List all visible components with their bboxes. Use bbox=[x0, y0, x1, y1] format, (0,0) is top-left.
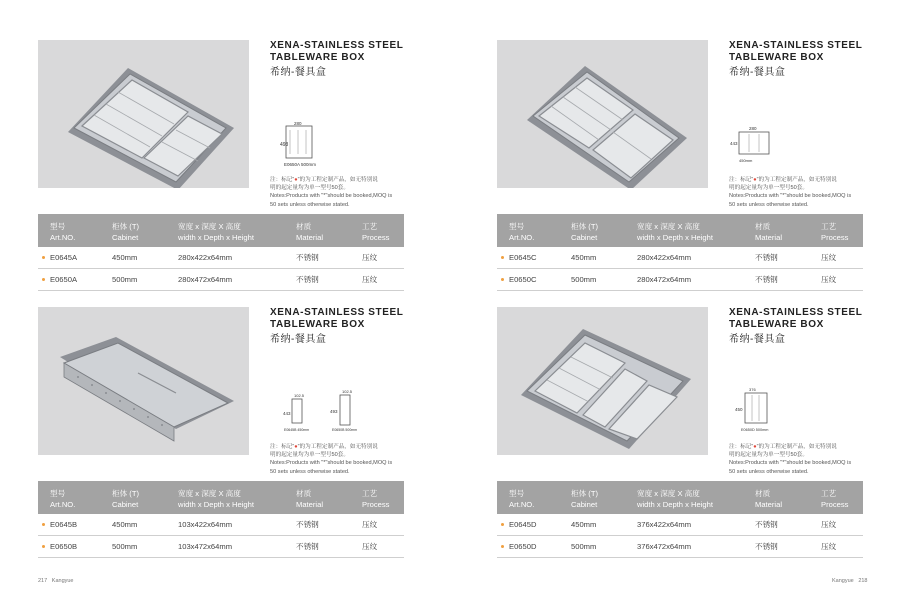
header-process-cn: 工艺 bbox=[362, 489, 378, 498]
header-artno-cn: 型号 bbox=[509, 489, 525, 498]
header-material: Material bbox=[755, 233, 783, 242]
note-line: 50 sets unless otherwise stated. bbox=[270, 468, 350, 475]
note-line: 注：标记“●”的为工程定制产品，如无特别说 bbox=[270, 444, 378, 450]
dim-caption-b1: E0645B 450mm bbox=[284, 428, 310, 432]
cell-cabinet: 500mm bbox=[571, 275, 597, 284]
cell-process: 压纹 bbox=[362, 520, 378, 529]
note-line: 50 sets unless otherwise stated. bbox=[270, 201, 350, 208]
dim-width-b1: 102.5 bbox=[294, 393, 305, 398]
table-row bbox=[38, 269, 404, 291]
header-artno: Art.NO. bbox=[50, 233, 76, 242]
header-size-cn: 宽度 x 深度 X 高度 bbox=[637, 489, 700, 498]
tray-illustration-d bbox=[497, 307, 708, 455]
dim-width-b2: 102.5 bbox=[342, 389, 353, 394]
note-line: Notes:Products with "*"should be booked,MOQ is bbox=[270, 193, 393, 200]
cell-artno: E0650A bbox=[50, 275, 78, 284]
header-artno-cn: 型号 bbox=[50, 489, 66, 498]
cell-material: 不锈钢 bbox=[296, 253, 319, 262]
custom-marker-dot bbox=[42, 278, 45, 281]
cell-size: 280x422x64mm bbox=[178, 253, 233, 262]
cell-size: 376x422x64mm bbox=[637, 520, 692, 529]
header-material: Material bbox=[296, 500, 324, 509]
dim-width-a: 280 bbox=[294, 121, 302, 126]
table-header bbox=[38, 481, 404, 514]
header-cabinet: Cabinet bbox=[571, 500, 598, 509]
custom-marker-dot bbox=[501, 523, 504, 526]
dimension-drawing-b bbox=[270, 387, 370, 437]
dim-caption-c: 450mm bbox=[739, 158, 753, 163]
cell-material: 不锈钢 bbox=[296, 520, 319, 529]
marker-symbol: ● bbox=[294, 177, 298, 183]
header-material-cn: 材质 bbox=[755, 489, 771, 498]
title-line-1: XENA-STAINLESS STEEL bbox=[729, 307, 863, 318]
page-number-left: 217 bbox=[38, 578, 48, 584]
cell-artno: E0645A bbox=[50, 253, 78, 262]
title-line-2: TABLEWARE BOX bbox=[270, 52, 365, 63]
dim-caption-a: E0650A 500mm bbox=[284, 162, 317, 167]
header-cabinet-cn: 柜体 (T) bbox=[571, 222, 598, 231]
cell-cabinet: 450mm bbox=[571, 253, 597, 262]
note-line: 明的起定量均为单一型号50套。 bbox=[729, 185, 808, 192]
header-process-cn: 工艺 bbox=[821, 222, 837, 231]
custom-marker-dot bbox=[501, 545, 504, 548]
header-material-cn: 材质 bbox=[296, 222, 312, 231]
dimension-drawing-d bbox=[729, 387, 859, 437]
title-cn: 希纳-餐具盒 bbox=[270, 334, 327, 345]
cell-material: 不锈钢 bbox=[296, 542, 319, 551]
marker-symbol: ● bbox=[753, 177, 757, 183]
cell-size: 103x472x64mm bbox=[178, 542, 233, 551]
custom-marker-dot bbox=[42, 523, 45, 526]
dimension-drawing-c bbox=[729, 120, 859, 170]
title-cn: 希纳-餐具盒 bbox=[729, 334, 786, 345]
cell-cabinet: 500mm bbox=[112, 542, 138, 551]
header-cabinet-cn: 柜体 (T) bbox=[571, 489, 598, 498]
note-line: 明的起定量均为单一型号50套。 bbox=[729, 452, 808, 459]
table-row bbox=[497, 514, 863, 536]
header-material-cn: 材质 bbox=[755, 222, 771, 231]
header-process: Process bbox=[821, 233, 849, 242]
note-line: 50 sets unless otherwise stated. bbox=[729, 201, 809, 208]
header-material-cn: 材质 bbox=[296, 489, 312, 498]
header-artno: Art.NO. bbox=[509, 233, 535, 242]
title-line-2: TABLEWARE BOX bbox=[270, 319, 365, 330]
spec-table-b bbox=[38, 481, 404, 558]
custom-marker-dot bbox=[501, 278, 504, 281]
cell-material: 不锈钢 bbox=[296, 275, 319, 284]
cell-process: 压纹 bbox=[362, 275, 378, 284]
table-header bbox=[497, 481, 863, 514]
cell-process: 压纹 bbox=[821, 542, 837, 551]
cell-process: 压纹 bbox=[821, 275, 837, 284]
cell-size: 280x422x64mm bbox=[637, 253, 692, 262]
header-artno: Art.NO. bbox=[509, 500, 535, 509]
cell-size: 103x422x64mm bbox=[178, 520, 233, 529]
header-artno-cn: 型号 bbox=[509, 222, 525, 231]
header-material: Material bbox=[755, 500, 783, 509]
note-line: Notes:Products with "*"should be booked,MOQ is bbox=[270, 460, 393, 467]
cell-artno: E0650D bbox=[509, 542, 537, 551]
header-artno: Art.NO. bbox=[50, 500, 76, 509]
cell-cabinet: 500mm bbox=[571, 542, 597, 551]
header-size: width x Depth x Height bbox=[178, 500, 254, 509]
note-line: Notes:Products with "*"should be booked,MOQ is bbox=[729, 460, 852, 467]
cell-size: 376x472x64mm bbox=[637, 542, 692, 551]
note-line: 50 sets unless otherwise stated. bbox=[729, 468, 809, 475]
cell-material: 不锈钢 bbox=[755, 520, 778, 529]
title-cn: 希纳-餐具盒 bbox=[270, 67, 327, 78]
cell-size: 280x472x64mm bbox=[178, 275, 233, 284]
cell-artno: E0645D bbox=[509, 520, 537, 529]
note-d bbox=[729, 443, 869, 476]
note-line: 注：标记“●”的为工程定制产品，如无特别说 bbox=[729, 177, 837, 183]
dim-caption-d: E0650D 500mm bbox=[741, 428, 769, 432]
title-line-1: XENA-STAINLESS STEEL bbox=[270, 40, 404, 51]
header-process-cn: 工艺 bbox=[821, 489, 837, 498]
cell-process: 压纹 bbox=[821, 520, 837, 529]
header-cabinet-cn: 柜体 (T) bbox=[112, 489, 139, 498]
header-size: width x Depth x Height bbox=[178, 233, 254, 242]
product-photo-d bbox=[497, 307, 708, 455]
dim-height-a: 493 bbox=[280, 142, 289, 148]
marker-symbol: ● bbox=[294, 444, 298, 450]
note-line: 明的起定量均为单一型号50套。 bbox=[270, 452, 349, 459]
cell-artno: E0645B bbox=[50, 520, 78, 529]
cell-cabinet: 450mm bbox=[112, 520, 138, 529]
header-cabinet-cn: 柜体 (T) bbox=[112, 222, 139, 231]
table-row bbox=[497, 269, 863, 291]
page-number-right: 218 bbox=[858, 578, 868, 584]
custom-marker-dot bbox=[42, 545, 45, 548]
note-line: 注：标记“●”的为工程定制产品，如无特别说 bbox=[270, 177, 378, 183]
tray-illustration-a bbox=[38, 40, 249, 188]
header-size: width x Depth x Height bbox=[637, 233, 713, 242]
product-photo-a bbox=[38, 40, 249, 188]
header-cabinet: Cabinet bbox=[112, 233, 139, 242]
dim-width-d: 376 bbox=[749, 387, 756, 392]
note-b bbox=[270, 443, 410, 476]
title-line-1: XENA-STAINLESS STEEL bbox=[729, 40, 863, 51]
header-cabinet: Cabinet bbox=[571, 233, 598, 242]
dim-width-c: 280 bbox=[749, 126, 757, 131]
cell-artno: E0650B bbox=[50, 542, 78, 551]
dim-height-b1: 443 bbox=[283, 411, 291, 416]
table-row bbox=[38, 514, 404, 536]
cell-artno: E0645C bbox=[509, 253, 537, 262]
header-size-cn: 宽度 x 深度 X 高度 bbox=[637, 222, 700, 231]
product-title-a bbox=[270, 40, 404, 79]
product-title-b bbox=[270, 307, 404, 346]
cell-artno: E0650C bbox=[509, 275, 537, 284]
note-a bbox=[270, 176, 410, 209]
title-line-2: TABLEWARE BOX bbox=[729, 52, 824, 63]
tray-illustration-b bbox=[38, 307, 249, 455]
cell-material: 不锈钢 bbox=[755, 275, 778, 284]
header-size-cn: 宽度 x 深度 X 高度 bbox=[178, 222, 241, 231]
header-process: Process bbox=[362, 500, 390, 509]
dim-height-d: 450 bbox=[735, 407, 743, 412]
header-artno-cn: 型号 bbox=[50, 222, 66, 231]
product-title-d bbox=[729, 307, 863, 346]
brand-right: Kangyue bbox=[832, 578, 854, 584]
product-photo-c bbox=[497, 40, 708, 188]
title-cn: 希纳-餐具盒 bbox=[729, 67, 786, 78]
custom-marker-dot bbox=[42, 256, 45, 259]
custom-marker-dot bbox=[501, 256, 504, 259]
product-title-c bbox=[729, 40, 863, 79]
dim-caption-b2: E0650B 500mm bbox=[332, 428, 358, 432]
table-header bbox=[497, 214, 863, 247]
table-row bbox=[497, 247, 863, 269]
cell-material: 不锈钢 bbox=[755, 542, 778, 551]
header-process-cn: 工艺 bbox=[362, 222, 378, 231]
header-process: Process bbox=[821, 500, 849, 509]
table-header bbox=[38, 214, 404, 247]
table-row bbox=[497, 536, 863, 558]
dimension-drawing-a bbox=[270, 120, 400, 170]
marker-symbol: ● bbox=[753, 444, 757, 450]
dim-height-c: 443 bbox=[730, 141, 738, 146]
cell-cabinet: 450mm bbox=[571, 520, 597, 529]
spec-table-a bbox=[38, 214, 404, 291]
title-line-2: TABLEWARE BOX bbox=[729, 319, 824, 330]
cell-process: 压纹 bbox=[362, 542, 378, 551]
tray-illustration-c bbox=[497, 40, 708, 188]
header-size-cn: 宽度 x 深度 X 高度 bbox=[178, 489, 241, 498]
cell-process: 压纹 bbox=[821, 253, 837, 262]
cell-process: 压纹 bbox=[362, 253, 378, 262]
brand-left: Kangyue bbox=[51, 578, 74, 584]
dim-height-b2: 493 bbox=[330, 409, 338, 414]
note-line: 注：标记“●”的为工程定制产品，如无特别说 bbox=[729, 444, 837, 450]
spec-table-c bbox=[497, 214, 863, 291]
note-c bbox=[729, 176, 869, 209]
note-line: 明的起定量均为单一型号50套。 bbox=[270, 185, 349, 192]
header-process: Process bbox=[362, 233, 390, 242]
footer-left bbox=[38, 578, 74, 584]
note-line: Notes:Products with "*"should be booked,MOQ is bbox=[729, 193, 852, 200]
footer-right bbox=[832, 578, 868, 584]
spec-table-d bbox=[497, 481, 863, 558]
header-size: width x Depth x Height bbox=[637, 500, 713, 509]
title-line-1: XENA-STAINLESS STEEL bbox=[270, 307, 404, 318]
cell-cabinet: 500mm bbox=[112, 275, 138, 284]
header-material: Material bbox=[296, 233, 324, 242]
table-row bbox=[38, 536, 404, 558]
cell-size: 280x472x64mm bbox=[637, 275, 692, 284]
cell-cabinet: 450mm bbox=[112, 253, 138, 262]
header-cabinet: Cabinet bbox=[112, 500, 139, 509]
cell-material: 不锈钢 bbox=[755, 253, 778, 262]
product-photo-b bbox=[38, 307, 249, 455]
table-row bbox=[38, 247, 404, 269]
